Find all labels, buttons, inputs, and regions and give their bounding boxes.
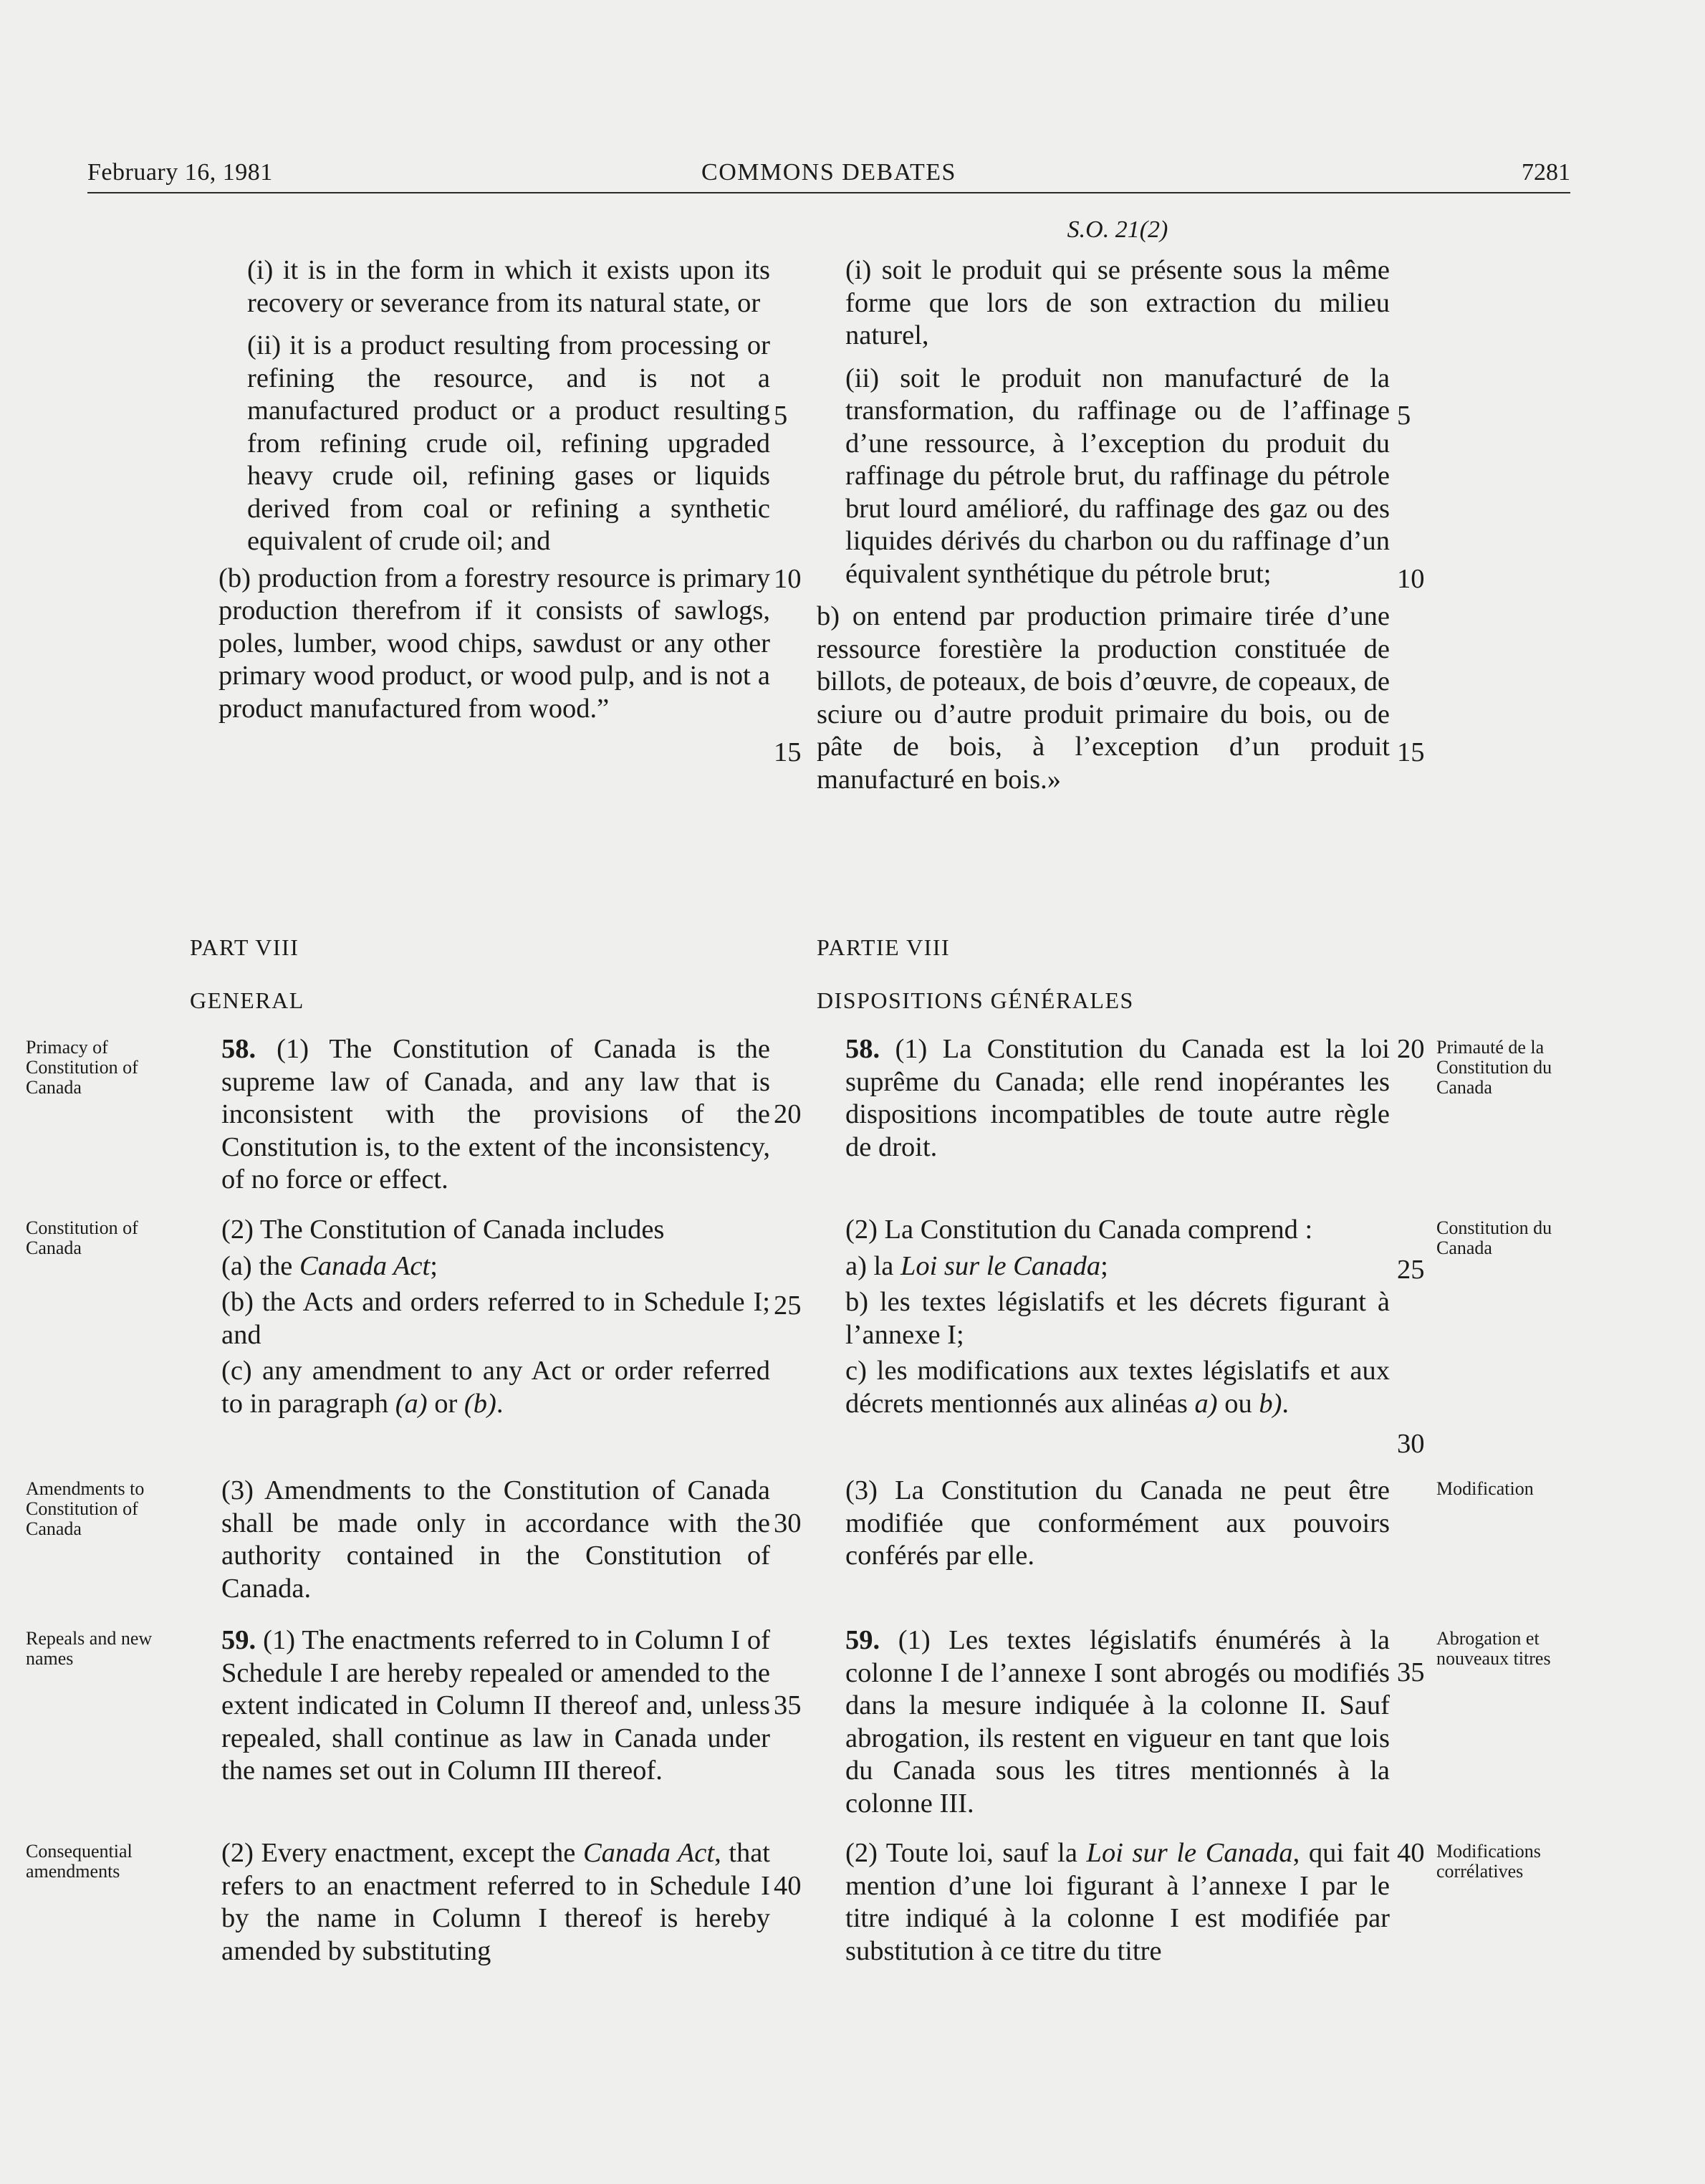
en-section-58-1 [190,1033,770,1197]
fr-s58-2a [817,1250,1390,1283]
fr-para-b: b) on entend par production primaire tirée d’une ressource forestière la production constituée de billots, de poteaux, de bois d’œuvre, de copeaux, de sciure ou d’autre produit primaire du bois, ou de pâte de bois, à l’exception d’un produit manufacturé en bois.» [817,601,1390,795]
margin-note-consequential: Consequential amendments [26,1841,133,1882]
line-number-15-fr: 15 [1397,737,1425,767]
line-number-25-fr: 25 [1397,1255,1425,1285]
margin-note-primacy: Primacy of Constitution of Canada [26,1037,138,1098]
fr-section-59-2 [817,1837,1390,1968]
en-section-59-1 [190,1624,770,1788]
en-s58-num: 58. [221,1034,256,1064]
en-s58-2c-mid: or [427,1388,464,1419]
margin-note-abrogation: Abrogation et nouveaux titres [1436,1628,1551,1669]
en-s58-2a-post: ; [430,1250,438,1281]
standing-order: S.O. 21(2) [1067,216,1168,243]
fr-s59-2-it: Loi sur le Canada [1086,1838,1293,1868]
fr-s58-2c-b: b) [1259,1388,1282,1419]
french-column-top [817,254,1390,796]
en-s59-num: 59. [221,1625,256,1655]
fr-para-i: (i) soit le produit qui se présente sous la même forme que lors de son extraction du milieu naturel, [845,255,1390,350]
en-s58-2c-b: (b) [464,1388,496,1419]
fr-s59-2-pre: (2) Toute loi, sauf la [845,1838,1087,1868]
line-number-20-en: 20 [774,1099,802,1129]
line-number-40-fr: 40 [1397,1838,1425,1868]
en-s58-2a [190,1250,770,1283]
line-number-15-en: 15 [774,737,802,767]
header-date: February 16, 1981 [87,159,273,186]
line-number-35-fr: 35 [1397,1657,1425,1687]
fr-section-58-1 [817,1033,1390,1164]
en-general-label: GENERAL [190,987,304,1013]
margin-note-repeals: Repeals and new names [26,1628,153,1669]
fr-s58-2a-pre: a) la [845,1250,900,1281]
header-title: COMMONS DEBATES [701,159,956,186]
en-s58-2b: (b) the Acts and orders referred to in Schedule I; and [221,1287,770,1350]
fr-s58-2c-post: . [1282,1388,1289,1419]
en-section-58-3 [190,1475,770,1605]
fr-s58-2b: b) les textes législatifs et les décrets figurant à l’annexe I; [845,1287,1390,1350]
margin-note-primaute: Primauté de la Constitution du Canada [1436,1037,1552,1098]
margin-note-constitution-fr: Constitution du Canada [1436,1217,1552,1258]
line-number-30-en: 30 [774,1508,802,1538]
en-s58-2a-pre: (a) the [221,1250,300,1281]
line-number-40-en: 40 [774,1871,802,1901]
fr-part-label: PARTIE VIII [817,934,951,960]
en-s58-1 [190,1033,770,1197]
en-para-b: (b) production from a forestry resource is primary production therefrom if it consists of sawlogs, poles, lumber, wood chips, sawdust or any other primary wood product, or wood pulp, and is not a product manufactured from wood.” [218,562,770,724]
en-part-label: PART VIII [190,934,299,960]
fr-s58-2a-post: ; [1100,1250,1108,1281]
en-s59-1 [190,1624,770,1788]
en-s58-2c-pre: (c) any amendment to any Act or order referred to in paragraph [221,1356,770,1419]
fr-section-58-2 [817,1214,1390,1420]
line-number-20-fr: 20 [1397,1034,1425,1064]
fr-s58-3: (3) La Constitution du Canada ne peut être modifiée que conformément aux pouvoirs conférés par elle. [845,1475,1390,1571]
fr-para-ii: (ii) soit le produit non manufacturé de la transformation, du raffinage ou de l’affinage d’une ressource, à l’exception du produit du raffinage du pétrole brut, du raffinage du pétrole brut lourd amélioré, du raffinage des gaz ou des liquides dérivés du charbon ou du raffinage d’un équivalent synthétique du pétrole brut; [845,363,1390,589]
english-column-top [190,254,770,725]
fr-section-59-1 [817,1624,1390,1820]
en-section-58-2 [190,1214,770,1420]
fr-s58-1 [817,1033,1390,1164]
header-page-number: 7281 [1522,159,1570,186]
fr-s58-2a-it: Loi sur le Canada [900,1250,1101,1281]
margin-note-modifications: Modifications corrélatives [1436,1841,1541,1882]
fr-general-label: DISPOSITIONS GÉNÉRALES [817,987,1134,1013]
en-s58-2: (2) The Constitution of Canada includes [221,1215,665,1245]
en-s59-2-it: Canada Act [582,1838,715,1868]
en-s58-3: (3) Amendments to the Constitution of Canada shall be made only in accordance with the authority contained in the Constitution of Canada. [221,1475,770,1604]
margin-note-amendments: Amendments to Constitution of Canada [26,1478,145,1539]
fr-s58-2c [817,1355,1390,1420]
fr-section-58-3 [817,1475,1390,1573]
fr-s58-2c-a: a) [1194,1388,1218,1419]
en-section-59-2 [190,1837,770,1968]
en-s58-2c [190,1355,770,1420]
en-s58-2c-a: (a) [395,1388,428,1419]
fr-s58-2: (2) La Constitution du Canada comprend : [845,1215,1313,1245]
en-s59-1-text: (1) The enactments referred to in Column I of Schedule I are hereby repealed or amended to the extent indicated in Column II thereof and, unless repealed, shall continue as law in Canada under the names set out in Column III thereof. [221,1625,770,1786]
fr-s59-2-post: , qui fait mention d’une loi figurant à l’annexe I par le titre indiqué à la colonne I est modifiée par substitution à ce titre du titre [845,1838,1390,1966]
en-para-ii: (ii) it is a product resulting from processing or refining the resource, and is not a manufactured product or a product resulting from refining crude oil, refining upgraded heavy crude oil, refining gases or liquids derived from coal or refining a synthetic equivalent of crude oil; and [247,330,770,556]
line-number-5-fr: 5 [1397,401,1411,431]
fr-s58-2c-pre: c) les modifications aux textes législatifs et aux décrets mentionnés aux alinéas [845,1356,1390,1419]
en-s59-2 [190,1837,770,1968]
fr-s58-1-text: (1) La Constitution du Canada est la loi suprême du Canada; elle rend inopérantes les dispositions incompatibles de toute autre règle de droit. [845,1034,1390,1162]
line-number-30-fr: 30 [1397,1429,1425,1459]
line-number-25-en: 25 [774,1290,802,1321]
line-number-10-en: 10 [774,564,802,594]
en-s58-2a-it: Canada Act [299,1250,431,1281]
fr-s58-2c-mid: ou [1217,1388,1259,1419]
margin-note-modification: Modification [1436,1478,1534,1499]
fr-s59-1 [817,1624,1390,1820]
line-number-10-fr: 10 [1397,564,1425,594]
en-s58-2c-post: . [496,1388,504,1419]
page-header [87,159,1570,196]
margin-note-constitution: Constitution of Canada [26,1217,138,1258]
en-part-heading [190,931,770,1017]
en-para-i: (i) it is in the form in which it exists upon its recovery or severance from its natural state, or [247,255,770,318]
fr-s59-2 [817,1837,1390,1968]
en-s59-2-pre: (2) Every enactment, except the [221,1838,583,1868]
line-number-35-en: 35 [774,1690,802,1720]
fr-part-heading [817,931,1390,1017]
en-s59-2-post: , that refers to an enactment referred to in Schedule I by the name in Column I thereof is hereby amended by substituting [221,1838,770,1966]
fr-s58-num: 58. [845,1034,880,1064]
en-s58-1-text: (1) The Constitution of Canada is the supreme law of Canada, and any law that is inconsistent with the provisions of the Constitution is, to the extent of the inconsistency, of no force or effect. [221,1034,770,1194]
line-number-5-en: 5 [774,401,788,431]
header-rule [87,192,1570,193]
fr-s59-num: 59. [845,1625,880,1655]
fr-s59-1-text: (1) Les textes législatifs énumérés à la colonne I de l’annexe I sont abrogés ou modifiés dans la mesure indiquée à la colonne II. Sauf abrogation, ils restent en vigueur en tant que lois du Canada sous les titres mentionnés à la colonne III. [845,1625,1390,1819]
